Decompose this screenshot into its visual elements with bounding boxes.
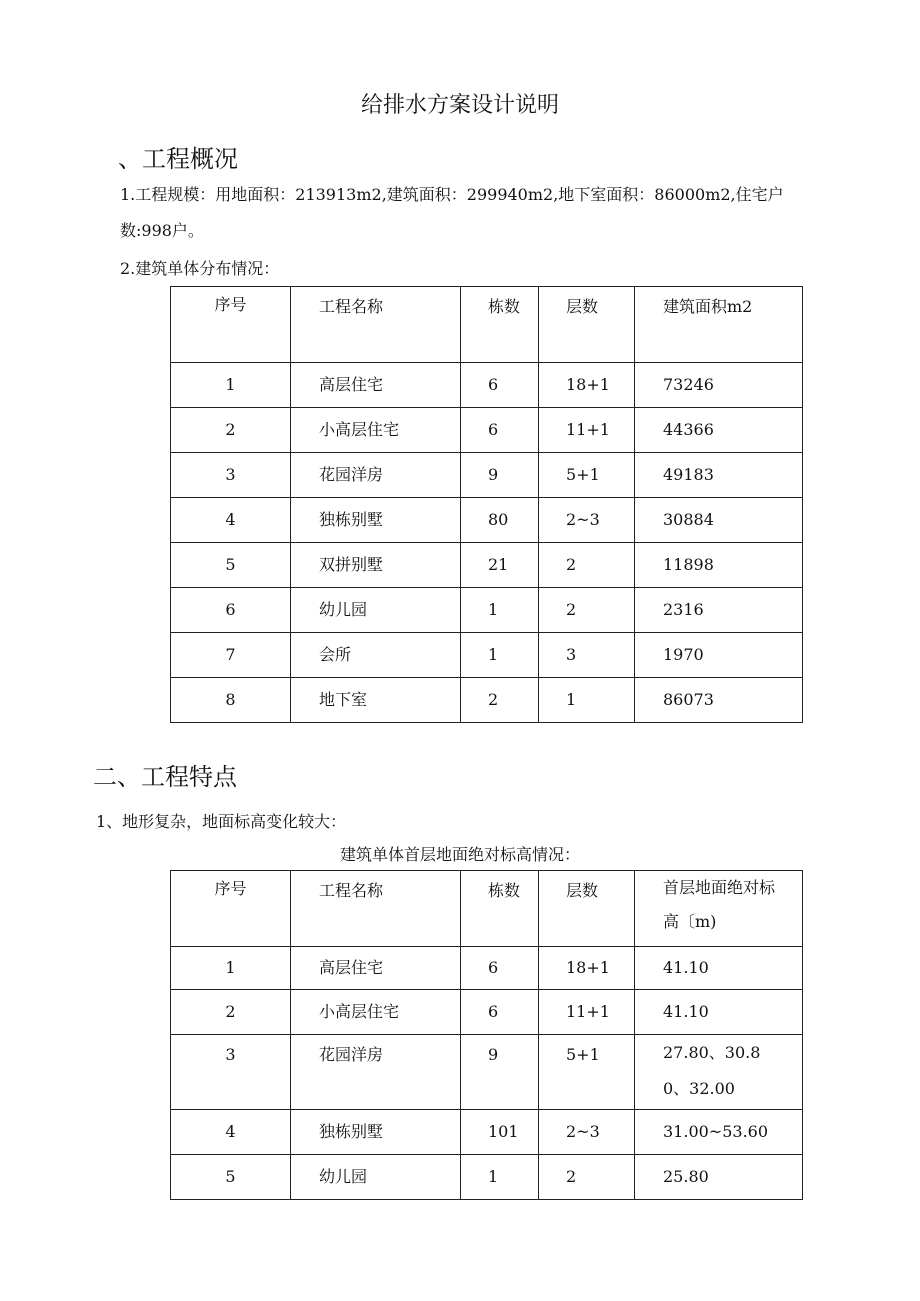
cell: 5 [171,1155,291,1200]
terrain-paragraph: 1、地形复杂，地面标高变化较大： [96,812,347,831]
table-row [171,453,803,498]
cell: 11+1 [539,408,635,453]
cell: 1 [539,678,635,723]
table-row [171,498,803,543]
cell: 幼儿园 [291,1155,461,1200]
cell: 31.00~53.60 [635,1110,803,1155]
cell: 5+1 [539,1035,635,1110]
cell: 1 [461,633,539,678]
cell: 49183 [635,453,803,498]
header-cell: 序号 [171,871,291,947]
cell: 11+1 [539,990,635,1035]
cell: 5+1 [539,453,635,498]
cell: 73246 [635,363,803,408]
header-cell: 工程名称 [291,287,461,363]
cell: 小高层住宅 [291,990,461,1035]
cell: 44366 [635,408,803,453]
building-distribution-table [170,286,803,723]
cell: 1 [461,588,539,633]
cell: 9 [461,453,539,498]
cell: 2 [461,678,539,723]
cell: 幼儿园 [291,588,461,633]
header-cell: 工程名称 [291,871,461,947]
header-cell: 栋数 [461,287,539,363]
cell: 2 [171,990,291,1035]
header-cell: 栋数 [461,871,539,947]
cell: 3 [171,1035,291,1110]
table-header-row [171,287,803,363]
cell: 2 [539,1155,635,1200]
scale-paragraph-line1: 1.工程规模：用地面积：213913m2,建筑面积：299940m2,地下室面积：86000m2,住宅户 [120,185,784,204]
cell: 1970 [635,633,803,678]
cell: 2 [539,543,635,588]
cell: 独栋别墅 [291,1110,461,1155]
header-cell: 建筑面积m2 [635,287,803,363]
cell: 花园洋房 [291,453,461,498]
cell: 41.10 [635,947,803,990]
cell: 花园洋房 [291,1035,461,1110]
section-heading-features: 二、工程特点 [93,763,237,791]
table-row [171,363,803,408]
table-row [171,408,803,453]
cell: 1 [171,363,291,408]
table-row [171,633,803,678]
cell: 双拼别墅 [291,543,461,588]
cell: 6 [461,990,539,1035]
cell: 27.80、30.80、32.00 [635,1035,803,1110]
cell: 18+1 [539,363,635,408]
cell: 21 [461,543,539,588]
cell: 4 [171,498,291,543]
cell: 1 [461,1155,539,1200]
cell: 高层住宅 [291,363,461,408]
cell: 41.10 [635,990,803,1035]
cell: 18+1 [539,947,635,990]
header-cell: 序号 [171,287,291,363]
header-cell: 层数 [539,871,635,947]
table-header-row [171,871,803,947]
table-caption: 建筑单体首层地面绝对标高情况： [339,845,580,864]
cell: 2~3 [539,1110,635,1155]
table-row [171,947,803,990]
cell: 1 [171,947,291,990]
cell: 2 [171,408,291,453]
cell: 2316 [635,588,803,633]
cell: 25.80 [635,1155,803,1200]
cell: 地下室 [291,678,461,723]
header-cell: 首层地面绝对标高〔m) [635,871,803,947]
header-cell: 层数 [539,287,635,363]
cell: 8 [171,678,291,723]
table-row [171,1155,803,1200]
cell: 高层住宅 [291,947,461,990]
cell: 6 [171,588,291,633]
section-heading-overview: 、工程概况 [118,145,238,173]
cell: 小高层住宅 [291,408,461,453]
cell: 80 [461,498,539,543]
cell: 5 [171,543,291,588]
scale-paragraph-line2: 数:998户。 [120,221,204,240]
cell: 3 [171,453,291,498]
cell: 4 [171,1110,291,1155]
table-row [171,678,803,723]
table-row [171,543,803,588]
cell: 6 [461,947,539,990]
cell: 2 [539,588,635,633]
ground-elevation-table [170,870,803,1200]
cell: 会所 [291,633,461,678]
cell: 7 [171,633,291,678]
cell: 9 [461,1035,539,1110]
table-row [171,1035,803,1110]
cell: 2~3 [539,498,635,543]
cell: 101 [461,1110,539,1155]
table-row [171,588,803,633]
cell: 3 [539,633,635,678]
cell: 独栋别墅 [291,498,461,543]
cell: 30884 [635,498,803,543]
cell: 86073 [635,678,803,723]
distribution-label: 2.建筑单体分布情况： [120,259,280,278]
cell: 6 [461,363,539,408]
cell: 6 [461,408,539,453]
table-row [171,990,803,1035]
page-title: 给排水方案设计说明 [360,93,559,118]
cell: 11898 [635,543,803,588]
table-row [171,1110,803,1155]
